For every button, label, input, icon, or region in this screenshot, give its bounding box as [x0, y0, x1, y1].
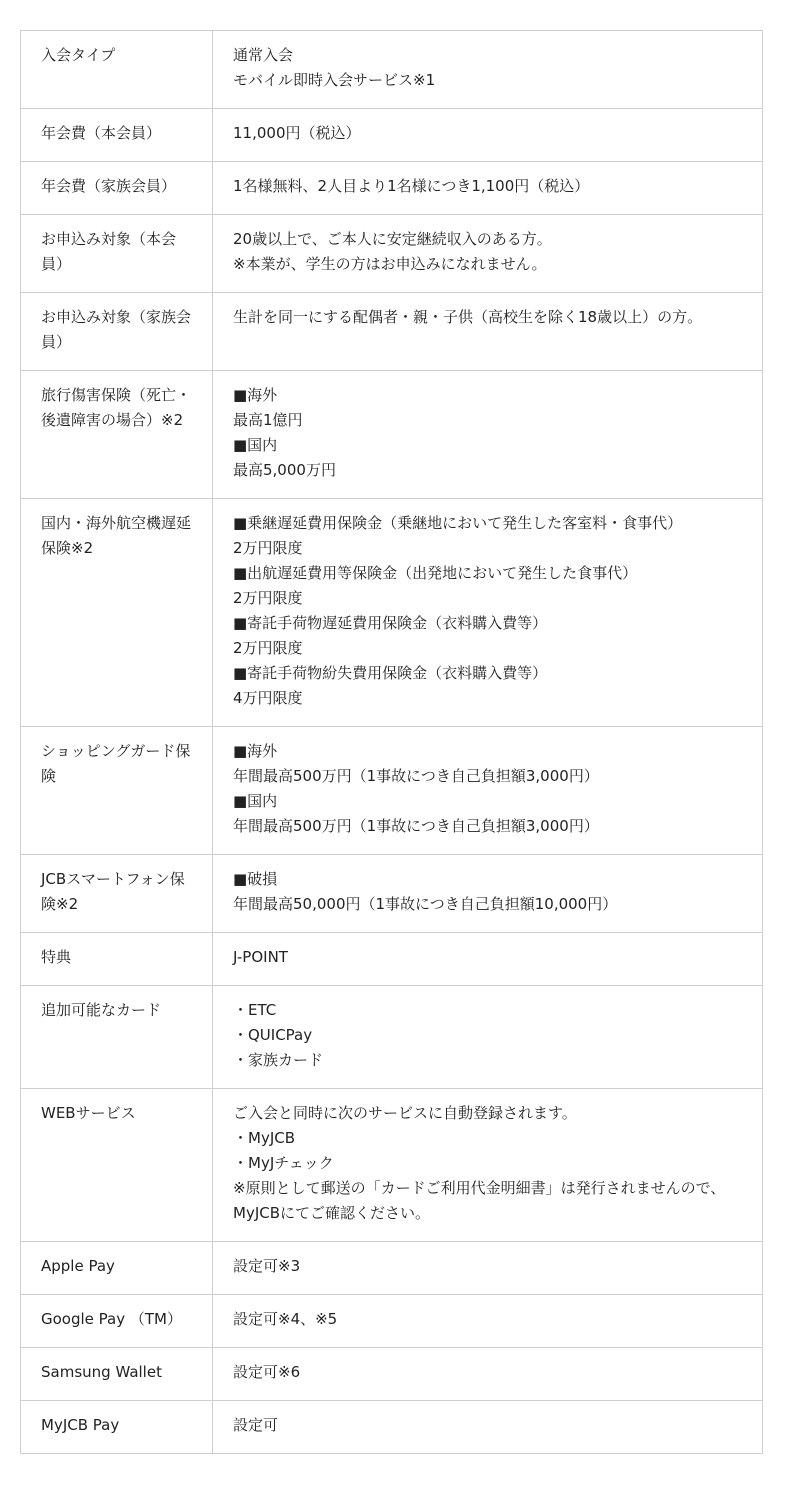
spec-label: 旅行傷害保険（死亡・後遺障害の場合）※2: [21, 371, 213, 499]
spec-value: ・ETC ・QUICPay ・家族カード: [213, 986, 763, 1089]
spec-value: 20歳以上で、ご本人に安定継続収入のある方。 ※本業が、学生の方はお申込みになれません。: [213, 215, 763, 293]
spec-value: ■破損 年間最高50,000円（1事故につき自己負担額10,000円）: [213, 855, 763, 933]
spec-label: 入会タイプ: [21, 31, 213, 109]
spec-row-additional-cards: [21, 986, 763, 1089]
spec-value: 設定可※6: [213, 1348, 763, 1401]
spec-label: ショッピングガード保険: [21, 727, 213, 855]
spec-label: 国内・海外航空機遅延保険※2: [21, 499, 213, 727]
spec-label: 年会費（家族会員）: [21, 162, 213, 215]
spec-label: Apple Pay: [21, 1242, 213, 1295]
spec-label: お申込み対象（本会員）: [21, 215, 213, 293]
spec-value: ご入会と同時に次のサービスに自動登録されます。 ・MyJCB ・MyJチェック ※原則として郵送の「カードご利用代金明細書」は発行されませんので、MyJCBにてご確認ください。: [213, 1089, 763, 1242]
spec-label: 年会費（本会員）: [21, 109, 213, 162]
spec-row-samsung-wallet: [21, 1348, 763, 1401]
spec-label: お申込み対象（家族会員）: [21, 293, 213, 371]
spec-value: 通常入会 モバイル即時入会サービス※1: [213, 31, 763, 109]
spec-value: ■海外 年間最高500万円（1事故につき自己負担額3,000円） ■国内 年間最高500万円（1事故につき自己負担額3,000円）: [213, 727, 763, 855]
spec-row-eligibility-main: [21, 215, 763, 293]
spec-row-eligibility-family: [21, 293, 763, 371]
card-spec-table: [20, 30, 763, 1454]
spec-label: Samsung Wallet: [21, 1348, 213, 1401]
spec-label: JCBスマートフォン保険※2: [21, 855, 213, 933]
spec-row-travel-insurance: [21, 371, 763, 499]
spec-row-benefits: [21, 933, 763, 986]
spec-value: J-POINT: [213, 933, 763, 986]
spec-label: MyJCB Pay: [21, 1401, 213, 1454]
spec-value: 1名様無料、2人目より1名様につき1,100円（税込）: [213, 162, 763, 215]
spec-row-annual-fee-family: [21, 162, 763, 215]
spec-value: 生計を同一にする配偶者・親・子供（高校生を除く18歳以上）の方。: [213, 293, 763, 371]
spec-label: WEBサービス: [21, 1089, 213, 1242]
spec-row-annual-fee-main: [21, 109, 763, 162]
spec-row-apple-pay: [21, 1242, 763, 1295]
spec-value: 設定可※3: [213, 1242, 763, 1295]
spec-label: 追加可能なカード: [21, 986, 213, 1089]
spec-value: 設定可: [213, 1401, 763, 1454]
spec-row-myjcb-pay: [21, 1401, 763, 1454]
spec-value: ■海外 最高1億円 ■国内 最高5,000万円: [213, 371, 763, 499]
spec-row-flight-delay-insurance: [21, 499, 763, 727]
spec-row-shopping-guard: [21, 727, 763, 855]
spec-label: Google Pay （TM）: [21, 1295, 213, 1348]
spec-row-membership-type: [21, 31, 763, 109]
spec-row-web-services: [21, 1089, 763, 1242]
spec-value: ■乗継遅延費用保険金（乗継地において発生した客室料・食事代） 2万円限度 ■出航遅延費用等保険金（出発地において発生した食事代） 2万円限度 ■寄託手荷物遅延費用保険金（衣料購入費等） 2万円限度 ■寄託手荷物紛失費用保険金（衣料購入費等） 4万円限度: [213, 499, 763, 727]
spec-row-smartphone-insurance: [21, 855, 763, 933]
spec-row-google-pay: [21, 1295, 763, 1348]
spec-label: 特典: [21, 933, 213, 986]
spec-value: 11,000円（税込）: [213, 109, 763, 162]
spec-value: 設定可※4、※5: [213, 1295, 763, 1348]
